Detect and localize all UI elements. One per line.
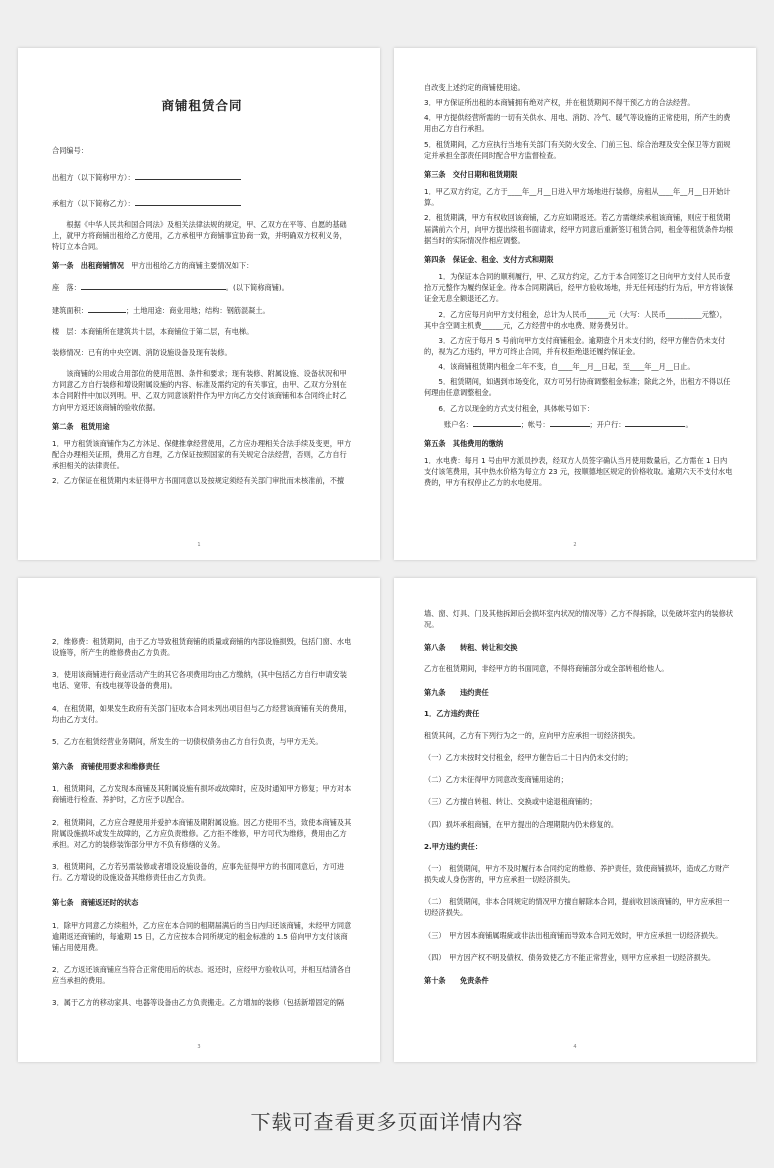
- article-4-clause-5: 5．租赁期间，如遇到市场变化，双方可另行协商调整租金标准；除此之外，出租方不得以任何理由任意调整租金。: [424, 377, 731, 398]
- lessor-line: [52, 171, 352, 183]
- article-3-clause-2: 2．租赁期满，甲方有权收回该商铺，乙方应如期返还。若乙方需继续承租该商铺，则应于租赁期届满前六个月，向甲方提出续租书面请求，经甲方同意后重新签订租赁合同，租金等租赁条件均根据当时的实际情况作相应调整。: [424, 213, 734, 245]
- document-title: 商铺租赁合同: [161, 98, 243, 113]
- account-name-label: 账户名：: [444, 419, 473, 429]
- article-4-clause-1: 1．为保证本合同的顺利履行，甲、乙双方约定，乙方于本合同签订之日向甲方支付人民币壹拾万元整作为履约保证金。待本合同期满后，经甲方验收场地，并无任何违约行为后，甲方将该保证金无息全额退还乙方。: [424, 272, 734, 304]
- article-1-lead: 甲方出租给乙方的商铺主要情况如下：: [131, 261, 254, 271]
- article-10-title: 第十条 免责条件: [424, 975, 489, 985]
- lessor-breach-item-2: （二） 租赁期间，非本合同规定的情况甲方擅自解除本合同，提前收回该商铺的，甲方应承担一切经济损失。: [424, 897, 730, 918]
- lessee-breach-lead: 租赁其间，乙方有下列行为之一的，应向甲方应承担一切经济损失。: [424, 730, 640, 740]
- contract-page-4: [394, 578, 756, 1062]
- area-suffix: ；土地用途：商业用地；结构：钢筋混凝土。: [125, 305, 270, 315]
- article-4-clause-4: 4．该商铺租赁期内租金二年不变，自____年__月__日起，至____年__月__日止。: [438, 362, 695, 372]
- account-line-end: 。: [685, 419, 693, 429]
- location-label: 座 落：: [52, 283, 81, 293]
- article-2-clause-3: 3．甲方保证所出租的本商铺拥有绝对产权，并在租赁期间不得干预乙方的合法经营。: [424, 98, 695, 108]
- page-number: 2: [573, 542, 577, 549]
- lessor-breach-item-1: （一） 租赁期间，甲方不及时履行本合同约定的维修、养护责任，致使商铺损坏，造成乙方财产损失或人身伤害的，甲方应承担一切经济损失。: [424, 863, 730, 885]
- article-6-clause-2: 2．租赁期间，乙方应合理使用并爱护本商铺及期附属设施。因乙方使用不当，致使本商铺及其附属设施损坏或发生故障的，乙方应负责维修。乙方拒不维修，甲方可代为维修，费用由乙方承担。对乙方的装修装饰部分甲方不负有修缮的义务。: [52, 817, 352, 849]
- article-5-clause-3: 3．使用该商铺进行商业活动产生的其它各项费用均由乙方缴纳，(其中包括乙方自行申请安装电话、宽带、有线电视等设备的费用)。: [52, 670, 347, 691]
- page-number: 1: [197, 542, 201, 549]
- floor-line: 楼 层：本商铺所在建筑共十层，本商铺位于第二层，有电梯。: [52, 326, 254, 336]
- article-7-clause-1: 1．除甲方同意乙方续租外，乙方应在本合同的租期届满后的当日内归还该商铺，未经甲方同意逾期返还商铺的，每逾期 15 日，乙方应按本合同所规定的租金标准的 1.5 倍向甲方支付该商铺占用使用费。: [52, 920, 352, 952]
- contract-page-2: [394, 48, 756, 560]
- article-4-title: 第四条 保证金、租金、支付方式和期限: [424, 254, 554, 264]
- bank-label: ；开户行：: [589, 419, 626, 429]
- article-3-clause-1: 1．甲乙双方约定，乙方于____年__月__日进入甲方场地进行装修，房租从____年__月__日开始计算。: [424, 187, 731, 208]
- decoration-line: 装修情况：已有的中央空调、消防设施设备及现有装修。: [52, 347, 232, 357]
- account-name-blank: [473, 418, 521, 427]
- article-7-clause-2: 2．乙方返还该商铺应当符合正常使用后的状态。返还时，应经甲方验收认可，并相互结清各自应当承担的费用。: [52, 964, 352, 986]
- location-suffix: 。(以下简称商铺)。: [225, 283, 289, 293]
- article-4-clause-6: 6．乙方以现金的方式支付租金，具体帐号如下：: [438, 403, 594, 413]
- lessee-breach-item-4: （四）损坏承租商铺，在甲方提出的合理期限内仍未修复的。: [424, 819, 619, 829]
- lessee-breach-item-2: （二）乙方未征得甲方同意改变商铺用途的；: [424, 775, 568, 785]
- lessee-line: [52, 197, 352, 209]
- article-5-clause-5: 5．乙方在租赁经营业务期间，所发生的一切债权债务由乙方自行负责，与甲方无关。: [52, 736, 323, 746]
- article-5-clause-4: 4．在租赁期，如果发生政府有关部门征收本合同未列出项目但与乙方经营该商铺有关的费用，均由乙方支付。: [52, 703, 352, 724]
- article-6-title: 第六条 商铺使用要求和维修责任: [52, 762, 160, 772]
- article-8-title: 第八条 转租、转让和交换: [424, 643, 518, 653]
- article-9-title: 第九条 违约责任: [424, 687, 489, 697]
- article-2-clause-2: 2．乙方保证在租赁期内未征得甲方书面同意以及按规定须经有关部门审批而未核准前，不擅: [52, 476, 345, 486]
- lessee-breach-heading: 1．乙方违约责任: [424, 708, 480, 718]
- area-blank: [88, 304, 126, 313]
- contract-number-label: 合同编号：: [52, 146, 88, 156]
- article-7-clause-3: 3．属于乙方的移动家具、电器等设备由乙方负责搬走。乙方增加的装修（包括新增固定的隔: [52, 998, 345, 1008]
- contract-number-line: [52, 145, 352, 156]
- article-6-clause-1: 1．租赁期间，乙方发现本商铺及其附属设施有损坏或故障时，应及时通知甲方修复；甲方对本商铺进行检查、养护时，乙方应予以配合。: [52, 784, 352, 805]
- bank-blank: [625, 418, 685, 427]
- article-2-clause-4: 4．甲方提供经营所需的一切有关供水、用电、消防、冷气、暖气等设施的正常使用，所产生的费用由乙方自行承担。: [424, 113, 731, 134]
- location-blank: [81, 281, 226, 290]
- article-7-title: 第七条 商铺返还时的状态: [52, 898, 139, 908]
- article-5-clause-1: 1．水电费：每月 1 号由甲方派员抄表，经双方人员签字确认当月使用数量后，乙方需在 1 日内支付该笔费用，其中热水价格为每立方 23 元，按顺德地区规定的价格收取。逾期六天不支付水电费的，甲方有权停止乙方的水电使用。: [424, 456, 733, 488]
- article-1-title: 第一条 出租商铺情况: [52, 261, 124, 271]
- lessee-breach-item-1: （一）乙方未按时交付租金，经甲方催告后二十日内仍未交付的；: [424, 753, 633, 763]
- account-number-blank: [550, 418, 590, 427]
- article-8-clause-1: 乙方在租赁期间，非经甲方的书面同意，不得将商铺部分或全部转租给他人。: [424, 664, 669, 674]
- area-line: [52, 304, 352, 316]
- lessee-blank: [135, 197, 241, 206]
- article-2-clause-1: 1．甲方租赁该商铺作为乙方沐足、保健推拿经营使用，乙方应办理相关合法手续及变更，甲方配合办理相关证照，费用乙方自理，乙方保证按照国家的有关规定合法经营，否则，乙方自行承担相关的法律责任。: [52, 438, 352, 471]
- page-number: 3: [197, 1044, 201, 1051]
- article-4-clause-3: 3．乙方应于每月 5 号前向甲方支付商铺租金。逾期壹个月未支付的，经甲方催告仍未支付的，视为乙方违约，甲方可终止合同，并有权拒绝退还履约保证金。: [424, 335, 726, 356]
- article-4-clause-2: 2．乙方应每月向甲方支付租金，总计为人民币______元（大写：人民币__________元整），其中含空调主机费______元，乙方经营中的水电费、财务费另计。: [424, 309, 727, 330]
- contract-page-3: [18, 578, 380, 1062]
- lessor-breach-item-3: （三） 甲方因本商铺属瑕疵或非法出租商铺而导致本合同无效时，甲方应承担一切经济损失。: [424, 930, 723, 940]
- article-2-clause-5: 5．租赁期间，乙方应执行当地有关部门有关防火安全、门前三包、综合治理及安全保卫等方面规定并承担全部责任同时配合甲方监督检查。: [424, 139, 731, 160]
- article-1: [52, 260, 352, 271]
- continued-text: 自改变上述约定的商铺使用途。: [424, 83, 525, 92]
- continued-text: 墙、窗、灯具、门及其他拆卸后会损坏室内状况的情况等）乙方不得拆除，以免破坏室内的装修状况。: [424, 609, 734, 630]
- lessee-breach-item-3: （三）乙方擅自转租、转让、交换或中途退租商铺的；: [424, 797, 597, 807]
- intro-paragraph: 根据《中华人民共和国合同法》及相关法律法规的规定，甲、乙双方在平等、自愿的基础上，就甲方将商铺出租给乙方使用，乙方承租甲方商铺事宜协商一致，并明确双方权利义务，特订立本合同。: [52, 219, 347, 252]
- article-6-clause-3: 3．租赁期间，乙方若另需装修或者增设设施设备的，应事先征得甲方的书面同意后，方可进行。乙方增设的设施设备其维修责任由乙方负责。: [52, 862, 345, 883]
- article-3-title: 第三条 交付日期和租赁期限: [424, 169, 518, 179]
- account-number-label: ；帐号：: [520, 419, 550, 429]
- usage-paragraph: 该商铺的公用或合用部位的使用范围、条件和要求；现有装修、附属设施、设备状况和甲方同意乙方自行装修和增设附属设施的内容、标准及需约定的有关事宜，由甲、乙双方分别在本合同附件中加以列明。甲、乙双方同意该附件作为甲方向乙方交付该商铺和本合同终止时乙方向甲方返还该商铺的验收依据。: [52, 369, 347, 412]
- lessee-label: 承租方（以下简称乙方）：: [52, 198, 135, 208]
- article-2-title: 第二条 租赁用途: [52, 421, 110, 431]
- lessor-breach-item-4: （四） 甲方因产权不明及债权、债务致使乙方不能正常营业，则甲方应承担一切经济损失。: [424, 952, 716, 962]
- article-5-clause-2: 2．维修费：租赁期间，由于乙方导致租赁商铺的质量或商铺的内部设施损毁，包括门窗、水电设施等，所产生的维修费由乙方负责。: [52, 637, 352, 658]
- lessor-breach-heading: 2.甲方违约责任：: [424, 841, 483, 851]
- location-line: [52, 281, 352, 293]
- account-line: [424, 418, 734, 430]
- page-number: 4: [573, 1044, 577, 1051]
- lessor-blank: [135, 171, 241, 180]
- area-label: 建筑面积：: [52, 305, 88, 315]
- download-more-prompt[interactable]: 下载可查看更多页面详情内容: [250, 1110, 524, 1134]
- article-5-title: 第五条 其他费用的缴纳: [424, 438, 504, 448]
- contract-page-1: [18, 48, 380, 560]
- lessor-label: 出租方（以下简称甲方）：: [52, 172, 135, 182]
